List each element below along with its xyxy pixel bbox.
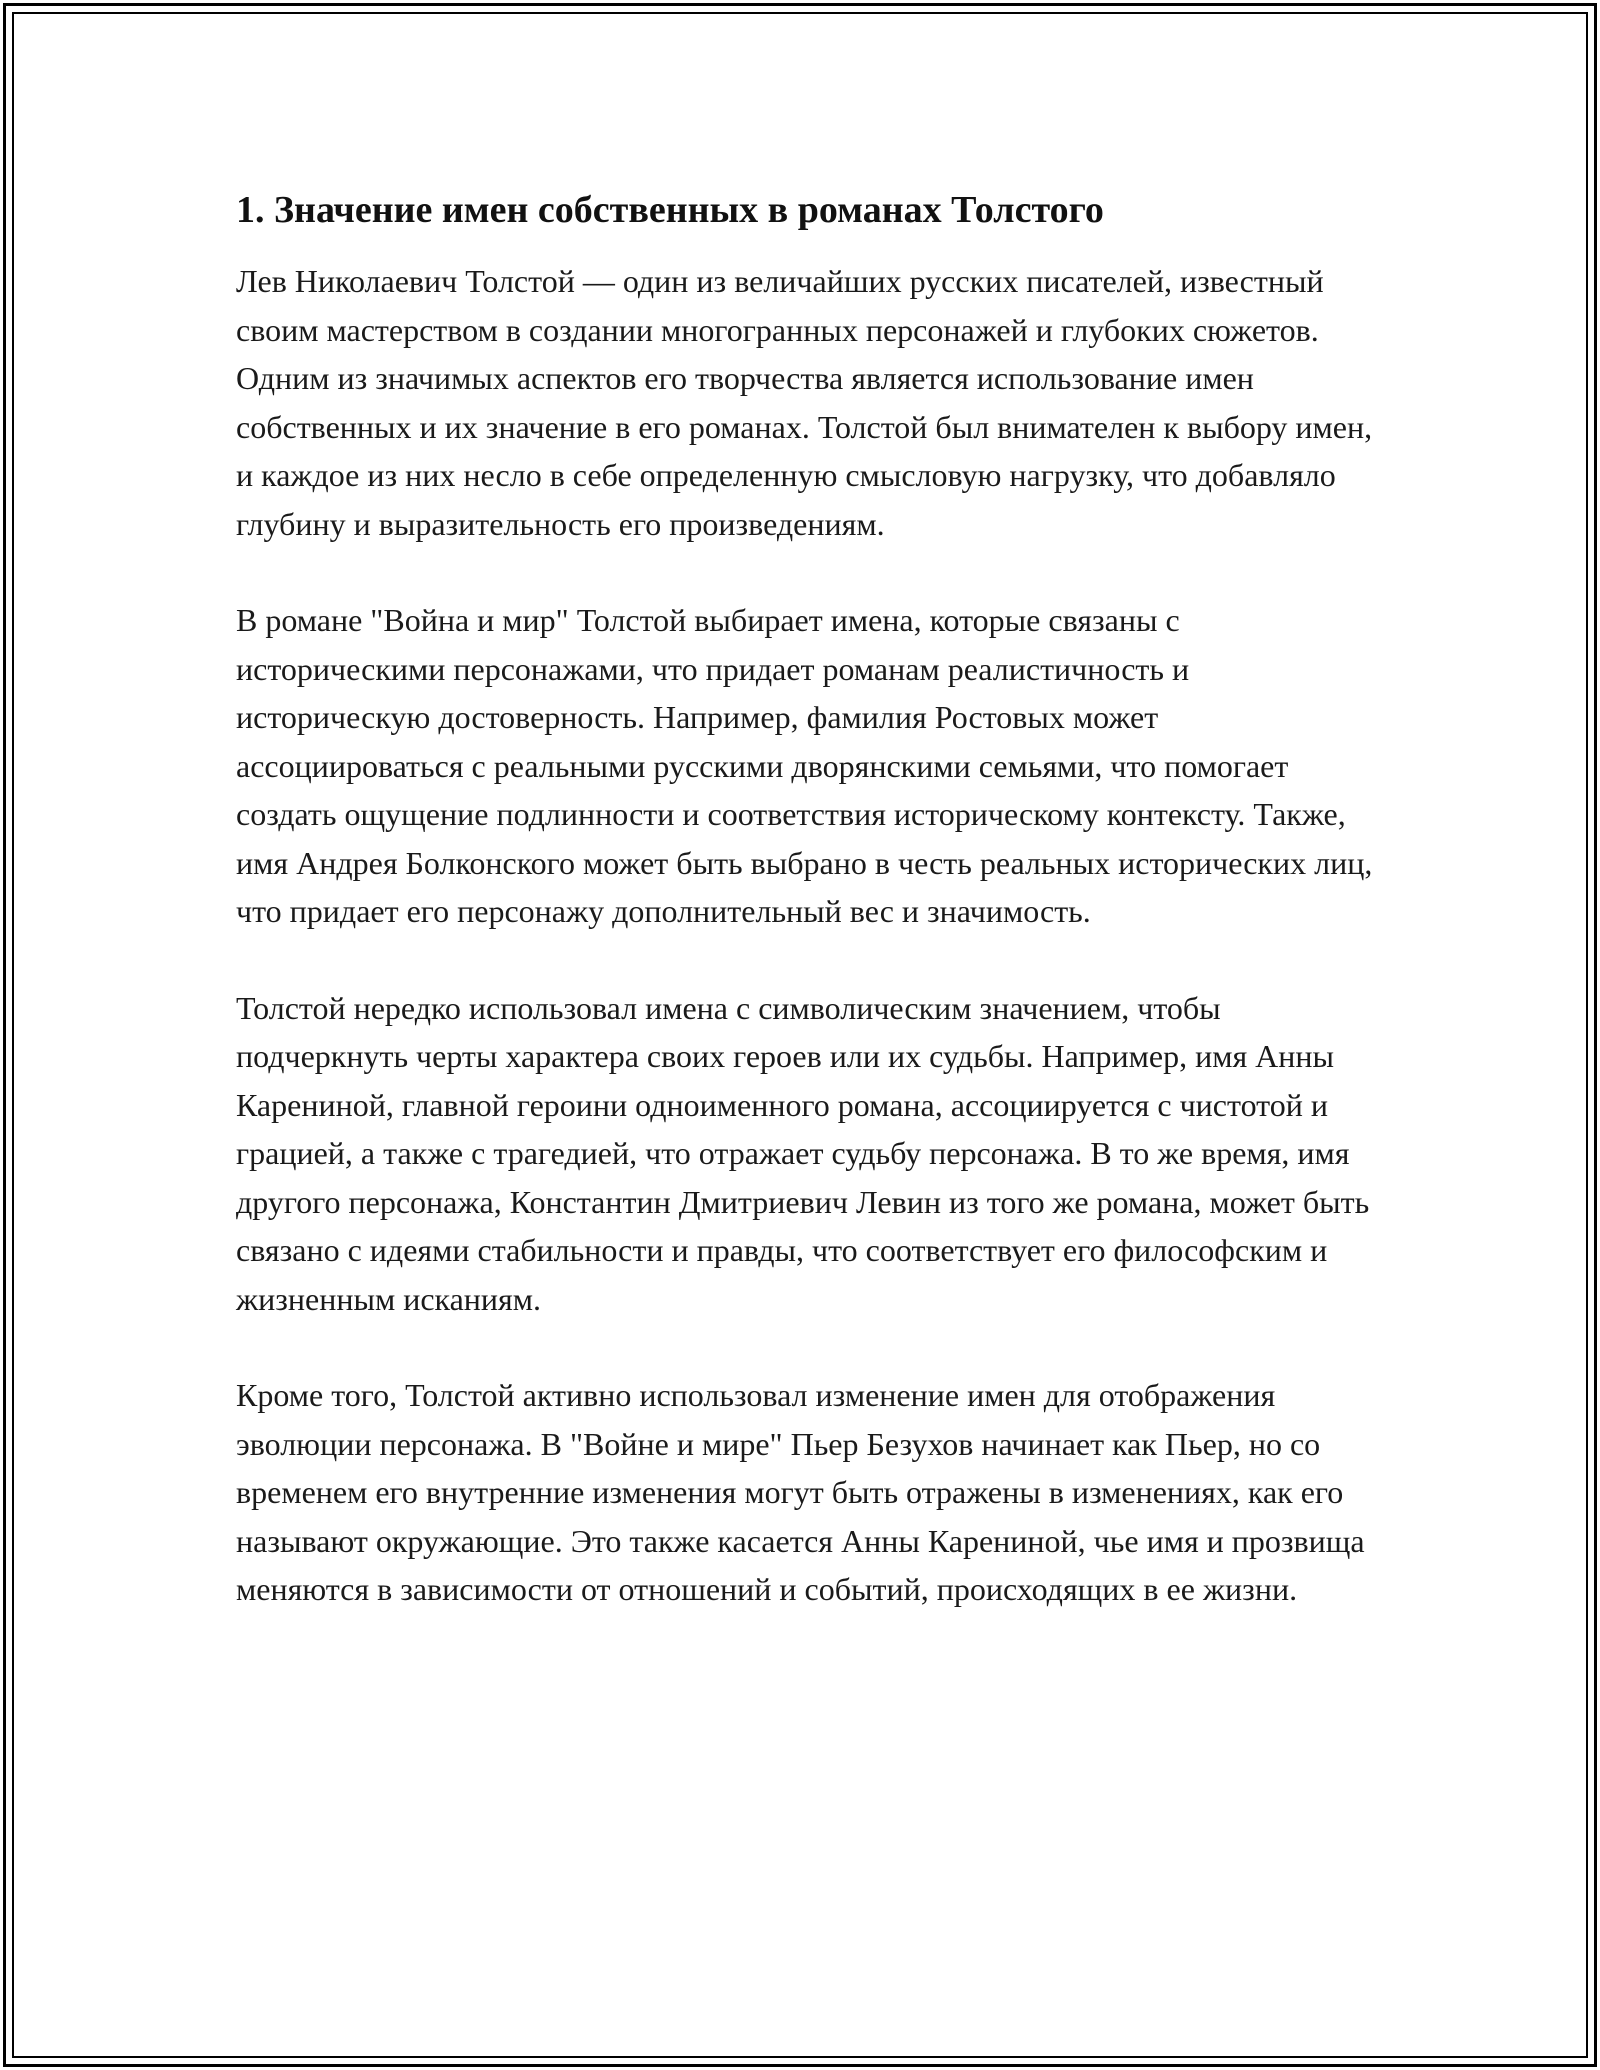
- paragraph-2: В романе "Война и мир" Толстой выбирает имена, которые связаны с историческими персонажами, что придает романам реалистичность и историческую достоверность. Например, фамилия Ростовых может ассоциироваться с реальными русскими дворянскими семьями, что помогает создать ощущение подлинности и соответствия историческому контексту. Также, имя Андрея Болконского может быть выбрано в честь реальных исторических лиц, что придает его персонажу дополнительный вес и значимость.: [236, 602, 1373, 930]
- paragraph-1: Лев Николаевич Толстой — один из величайших русских писателей, известный своим мастерством в создании многогранных персонажей и глубоких сюжетов. Одним из значимых аспектов его творчества является использование имен собственных и их значение в его романах. Толстой был внимателен к выбору имен, и каждое из них несло в себе определенную смысловую нагрузку, что добавляло глубину и выразительность его произведениям.: [236, 263, 1373, 542]
- paragraph-3: Толстой нередко использовал имена с символическим значением, чтобы подчеркнуть черты характера своих героев или их судьбы. Например, имя Анны Карениной, главной героини одноименного романа, ассоциируется с чистотой и грацией, а также с трагедией, что отражает судьбу персонажа. В то же время, имя другого персонажа, Константин Дмитриевич Левин из того же романа, может быть связано с идеями стабильности и правды, что соответствует его философским и жизненным исканиям.: [236, 989, 1370, 1317]
- document-body: [236, 186, 1376, 1662]
- paragraph-4: Кроме того, Толстой активно использовал изменение имен для отображения эволюции персонажа. В "Войне и мире" Пьер Безухов начинает как Пьер, но со временем его внутренние изменения могут быть отражены в изменениях, как его называют окружающие. Это также касается Анны Карениной, чье имя и прозвища меняются в зависимости от отношений и событий, происходящих в ее жизни.: [236, 1377, 1365, 1608]
- section-heading: 1. Значение имен собственных в романах Толстого: [236, 189, 1104, 231]
